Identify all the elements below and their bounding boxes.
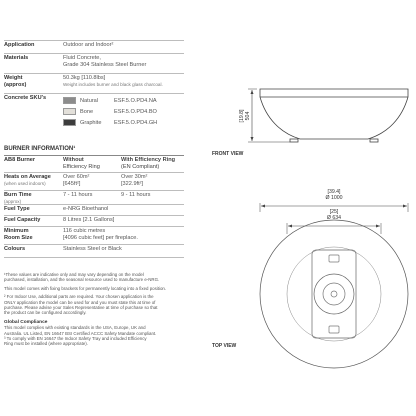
heats-with	[121, 174, 147, 187]
burn-with: 9 - 11 hours	[121, 192, 151, 198]
fuel-capacity-value: 8 Litres [2.1 Gallons]	[63, 217, 115, 223]
weight-note: Weight includes burner and black glass charcoal.	[63, 81, 163, 87]
col-without-line2: Efficiency Ring	[63, 163, 100, 170]
arrow-down-icon	[251, 137, 254, 141]
materials-value	[63, 55, 146, 68]
footnotes	[4, 272, 186, 347]
heats-without-ft: [645ft²]	[63, 180, 81, 187]
burn-row	[4, 190, 184, 204]
fuel-type-row	[4, 204, 184, 215]
weight-label-sub: (approx)	[4, 81, 27, 88]
compliance-line3: ³ To comply with EN 16647 the Indoor Safety Tray and included Efficiency	[4, 336, 147, 342]
materials-label: Materials	[4, 55, 29, 61]
fuel-type-value: e-NRG Bioethanol	[63, 206, 109, 212]
burn-label-sub: (approx)	[4, 198, 22, 204]
room-value-line1: 116 cubic metres	[63, 228, 106, 234]
application-label: Application	[4, 42, 35, 48]
arrow-left-icon	[288, 225, 292, 228]
materials-line1: Fluid Concrete,	[63, 55, 101, 61]
sku-item	[63, 107, 157, 118]
col-without	[63, 157, 100, 170]
top-view-label: TOP VIEW	[212, 343, 237, 349]
outer-diameter-dimension	[260, 203, 408, 212]
bowl-outline	[260, 89, 408, 139]
bowl-foot-right	[370, 139, 378, 142]
application-row	[4, 40, 184, 53]
note-2: This model comes with fixing brackets for permanently locating into a fixed position.	[4, 285, 167, 291]
sku-color-name: Natural	[80, 98, 99, 104]
application-value: Outdoor and Indoor²	[63, 42, 114, 48]
note-3c: purchase. Please advise your Sales Representative at time of purchase so that	[4, 305, 158, 311]
tray-handle-bottom	[329, 326, 339, 333]
heats-without-m: Over 60m²	[63, 174, 90, 180]
inner-diameter-mm: Ø 634	[326, 215, 342, 221]
burner-ring	[314, 274, 354, 314]
burn-without: 7 - 11 hours	[63, 192, 93, 198]
sku-color-name: Bone	[80, 109, 94, 115]
height-mm: 504	[245, 111, 251, 121]
spec-table	[4, 40, 184, 130]
fuel-type-label: Fuel Type	[4, 206, 30, 212]
burner-table	[4, 155, 184, 258]
colours-label: Colours	[4, 246, 26, 252]
room-label-line2: Room Size	[4, 234, 33, 241]
room-value-line2: [4096 cubic feet] per fireplace.	[63, 234, 138, 241]
color-swatch	[63, 108, 76, 116]
burn-label-main: Burn Time	[4, 192, 32, 198]
colours-value: Stainless Steel or Black	[63, 246, 122, 252]
arrow-up-icon	[251, 90, 254, 94]
sku-code: ESF.5.O.PD4.NA	[114, 98, 157, 104]
note-3b: ONLY application the model can be used for and you must state this at time of	[4, 299, 156, 305]
materials-line2: Grade 304 Stainless Steel Burner	[63, 61, 147, 68]
weight-label	[4, 75, 26, 88]
note-1: ¹These values are indicative only and may vary depending on the model	[4, 272, 144, 277]
sku-row	[4, 93, 184, 130]
top-view	[260, 220, 408, 368]
col-with	[121, 157, 175, 170]
heats-row	[4, 172, 184, 190]
fuel-capacity-label: Fuel Capacity	[4, 217, 41, 223]
compliance-line2: Australia. UL Listed, EN 16647 BSI Certified ACCC Safety Mandate compliant.	[4, 330, 157, 336]
note-1b: purchased, installation, and the seasonal resource used to manufacture e-NRG.	[4, 277, 160, 283]
compliance-line1: This model complies with existing standards in the USA, Europe, UK and	[4, 325, 146, 331]
heats-label-main: Heats on Average	[4, 174, 51, 180]
col-with-line1: With Efficiency Ring	[121, 157, 176, 163]
fuel-capacity-row	[4, 215, 184, 226]
burner-tray	[312, 250, 356, 338]
arrow-right-icon	[376, 225, 380, 228]
note-3: ² For Indoor Use, additional parts are required. Your chosen application is the	[4, 294, 154, 300]
col-with-line2: (EN Compliant)	[121, 163, 160, 170]
burner-core	[323, 283, 345, 305]
colours-row	[4, 244, 184, 258]
room-label	[4, 228, 33, 241]
burner-center	[331, 291, 337, 297]
room-row	[4, 226, 184, 244]
heats-without	[63, 174, 89, 187]
outer-diameter-inches: [39.4]	[327, 189, 341, 195]
materials-row	[4, 53, 184, 73]
color-swatch	[63, 119, 76, 127]
height-inches: [19.8]	[239, 109, 245, 123]
heats-label-sub: (when used indoors)	[4, 180, 46, 186]
burner-head-row	[4, 155, 184, 172]
burner-model-label: AB8 Burner	[4, 157, 36, 163]
outer-diameter-mm: Ø 1000	[325, 195, 343, 201]
arrow-right-icon	[403, 205, 407, 208]
room-value	[63, 228, 138, 241]
compliance-title: Global Compliance	[4, 319, 48, 325]
heats-label	[4, 174, 51, 187]
col-without-line1: Without	[63, 157, 84, 163]
heats-with-ft: [322.9ft²]	[121, 180, 144, 187]
sku-code: ESF.5.O.PD4.GH	[114, 120, 158, 126]
sku-code: ESF.5.O.PD4.BO	[114, 109, 157, 115]
weight-amount: 50.3kg [110.8lbs]	[63, 75, 106, 81]
sku-item	[63, 96, 157, 107]
bowl-foot-left	[290, 139, 298, 142]
outer-circle	[260, 220, 408, 368]
room-label-line1: Minimum	[4, 228, 29, 234]
burner-section-title: BURNER INFORMATION¹	[4, 146, 76, 152]
front-view-label: FRONT VIEW	[212, 151, 244, 157]
sku-label: Concrete SKU's	[4, 95, 47, 101]
inner-diameter-dimension	[287, 223, 381, 234]
compliance-line4: Ring must be installed (where appropriate).	[4, 341, 88, 347]
sku-color-name: Graphite	[80, 120, 102, 126]
inner-diameter-inches: [25]	[329, 209, 339, 215]
sku-item	[63, 118, 157, 129]
inner-circle	[287, 247, 381, 341]
weight-value	[63, 75, 163, 88]
front-view	[248, 89, 408, 142]
weight-row	[4, 73, 184, 93]
sku-list	[63, 96, 157, 129]
weight-label-main: Weight	[4, 75, 23, 81]
tray-handle-top	[329, 255, 339, 262]
note-3d: the product can be configured accordingly.	[4, 310, 87, 316]
color-swatch	[63, 97, 76, 105]
heats-with-m: Over 30m²	[121, 174, 148, 180]
arrow-left-icon	[261, 205, 265, 208]
